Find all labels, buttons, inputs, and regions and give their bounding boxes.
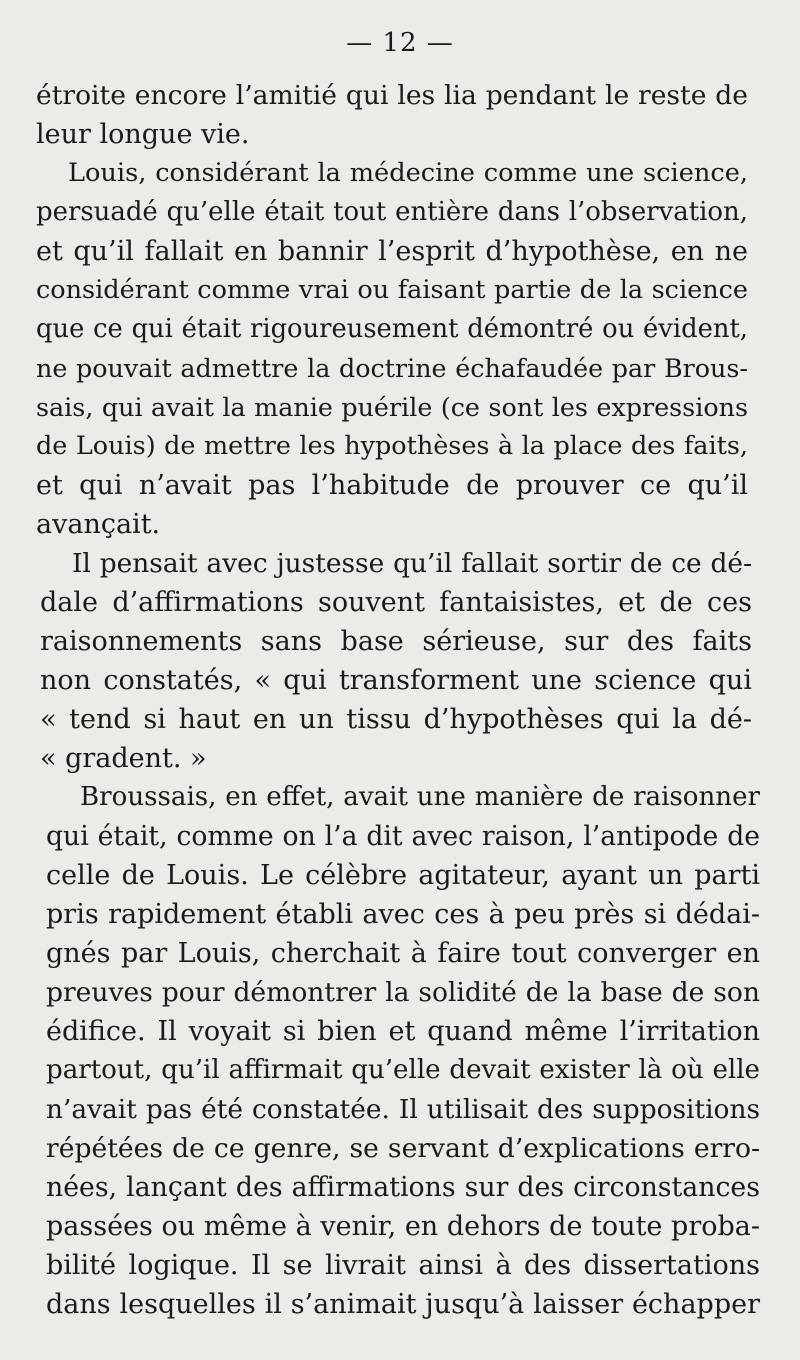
text-line: et qui n’avait pas l’habitude de prouver ce qu’il	[36, 470, 748, 501]
text-line: bilité logique. Il se livrait ainsi à des dissertations	[46, 1250, 760, 1281]
text-line: que ce qui était rigoureusement démontré ou évident,	[36, 314, 748, 344]
text-line: et qu’il fallait en bannir l’esprit d’hypothèse, en ne	[36, 236, 748, 267]
text-line: « tend si haut en un tissu d’hypothèses qui la dé-	[40, 704, 752, 735]
text-line: considérant comme vrai ou faisant partie de la science	[36, 275, 748, 305]
text-line: raisonnements sans base sérieuse, sur des faits	[40, 626, 752, 657]
text-line: avançait.	[36, 509, 161, 540]
text-line: dans lesquelles il s’animait jusqu’à laisser échapper	[46, 1289, 760, 1320]
text-line: Broussais, en effet, avait une manière de raisonner	[80, 782, 760, 812]
text-line: pris rapidement établi avec ces à peu près si dédai-	[46, 899, 760, 930]
text-line: celle de Louis. Le célèbre agitateur, ayant un parti	[46, 860, 760, 891]
text-line: « gradent. »	[40, 743, 207, 774]
page-number: — 12 —	[346, 28, 454, 58]
text-line: partout, qu’il affirmait qu’elle devait exister là où elle	[46, 1055, 760, 1085]
text-line: sais, qui avait la manie puérile (ce sont les expressions	[36, 392, 748, 422]
text-line: passées ou même à venir, en dehors de toute proba-	[46, 1211, 760, 1242]
text-line: Louis, considérant la médecine comme une science,	[68, 158, 748, 188]
text-line: de Louis) de mettre les hypothèses à la place des faits,	[36, 431, 748, 461]
text-line: nées, lançant des affirmations sur des circonstances	[46, 1172, 760, 1203]
text-line: édifice. Il voyait si bien et quand même l’irritation	[46, 1016, 760, 1047]
text-line: leur longue vie.	[36, 119, 250, 150]
text-line: preuves pour démontrer la solidité de la base de son	[46, 977, 760, 1008]
text-line: répétées de ce genre, se servant d’explications erro-	[46, 1133, 760, 1164]
text-line: Il pensait avec justesse qu’il fallait sortir de ce dé-	[72, 548, 752, 579]
text-line: qui était, comme on l’a dit avec raison, l’antipode de	[46, 821, 760, 852]
text-line: ne pouvait admettre la doctrine échafaudée par Brous-	[36, 353, 748, 383]
text-line: persuadé qu’elle était tout entière dans l’observation,	[36, 197, 748, 227]
text-line: gnés par Louis, cherchait à faire tout converger en	[46, 938, 760, 969]
text-line: dale d’affirmations souvent fantaisistes, et de ces	[40, 587, 752, 618]
text-line: étroite encore l’amitié qui les lia pendant le reste de	[36, 80, 748, 111]
text-line: non constatés, « qui transforment une science qui	[40, 665, 752, 696]
text-line: n’avait pas été constatée. Il utilisait des suppositions	[46, 1094, 760, 1125]
